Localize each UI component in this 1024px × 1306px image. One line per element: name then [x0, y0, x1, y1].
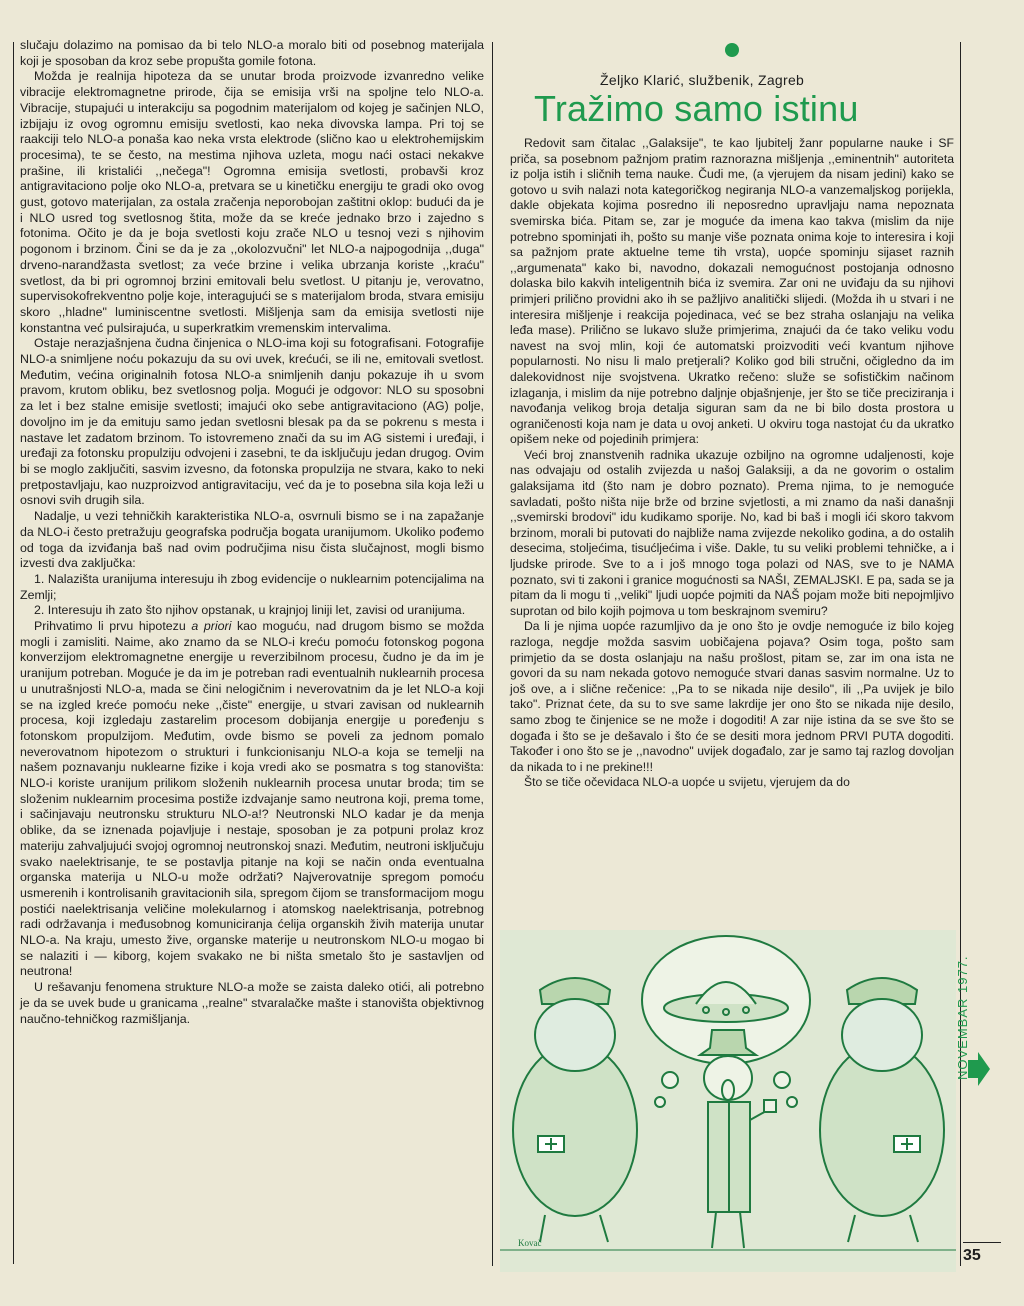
- left-paragraph-2: Možda je realnija hipoteza da se unutar broda proizvode izvanredno velike vibracije elektromagnetne prirode, čija se emisija vrši na spoljne telo NLO-a. Vibracije, stupajući u interakciju sa pogodnim materijalom od kojeg je sačinjen NLO, izbijaju iz ovog ogromnu emisiju svetlosti, kao neka divovska lampa. Pri toj se raakciji telo NLO-a ponaša kao neka vrsta elektrode (slično kao u elektrohemijskim procesima), te se često, na mestima njihova uzleta, mogu naći ostaci nekakve prašine, ili kristalići ,,nečega"! Ogromna emisija svetlosti, probavši kroz antigravitaciono polje oko NLO-a, pretvara se u kinetičku energiju te gradi oko ovog gust, gotovo materijalan, za ostala zračenja neporobojan zaštitni oklop: budući da je i NLO usred tog svetlosnog štita, može da se kreće jednako brzo i zajedno s fotonima. Očito je da je boja svetlosti koju zrače NLO u tesnoj vezi s njihovim pogonom i brzinom. Čini se da je za ,,okolozvučni" let NLO-a najpogodnija ,,duga" drveno-narandžasta svetlost; za veće brzine i velika ubrzanja koriste ,,kraću" svetlost, da bi pri ogromnoj brzini emitovali belu svetlost. U pitanju je, verovatno, supervisokofrekventno polje koje, interagujući se s materijalom broda, stvara emisiju skoro ,,hladne" luminiscentne svetlosti. Mišljenja sam da emisija svetlosti nije konstantna već pulsirajuća, u superkratkim vremenskim intervalima.: [20, 69, 484, 335]
- article-title: Tražimo samo istinu: [534, 88, 859, 129]
- left-paragraph-6: U rešavanju fenomena strukture NLO-a može se zaista daleko otići, ali potrebno je da se uvek bude u granicama ,,realne" stvaralačke mašte i stanovišta objektivnog naučno-tehničkog razmišljanja.: [20, 980, 484, 1026]
- left-paragraph-5: [20, 619, 484, 980]
- cartoon-drawing: [500, 930, 956, 1272]
- conclusion-item: 1. Nalazišta uranijuma interesuju ih zbog evidencije o nuklearnim potencijalima na Zemlji;: [20, 571, 484, 602]
- left-paragraph-1: slučaju dolazimo na pomisao da bi telo NLO-a moralo biti od posebnog materijala koji je sposoban da kroz sebe propušta gomile fotona.: [20, 38, 484, 68]
- center-column-rule: [492, 42, 493, 1266]
- issue-date-label: NOVEMBAR 1977.: [955, 955, 970, 1080]
- page-number-rule: [963, 1242, 1001, 1243]
- cartoon-illustration: [500, 930, 956, 1272]
- left-column-rule: [13, 42, 14, 1264]
- right-paragraph-4: Što se tiče očevidaca NLO-a uopće u svijetu, vjerujem da do: [524, 775, 850, 790]
- page-number: 35: [963, 1247, 981, 1264]
- conclusions-list: [20, 572, 484, 619]
- conclusion-item: 2. Interesuju ih zato što njihov opstanak, u krajnjoj liniji let, zavisi od uranijuma.: [34, 603, 466, 618]
- left-column: [20, 38, 484, 1268]
- article-author: Željko Klarić, službenik, Zagreb: [600, 72, 805, 88]
- left-paragraph-5-rest: kao moguću, nad drugom bismo se možda mogli i zamisliti. Naime, ako znamo da se NLO-i kreću pomoću fotonskog pogona konverzijom elektromagnetne energije u reverzibilnom procesu, čudno je da im je uranijum potreban. Moguće je da im je potreban radi eventualnih nuklearnih procesa u unutrašnjosti NLO-a, mada se čini nelogičnim i neverovatnim da je let NLO-a koji se na izgled kreće pomoću neke ,,čiste" energije, u stvari zavisan od nuklearnih procesa, koji izgledaju zastarelim procesom dobijanja energije u poređenju s fotonskom propulzijom. Međutim, ovde bismo se poveli za jednom pomalo neverovatnom hipotezom o strukturi i funkcionisanju NLO-a koja se temelji na našem poznavanju nuklearne fizike i koja vredi ako se posmatra s tog stanovišta: NLO-i koriste uranijum prilikom složenih nuklearnih procesa unutar broda; tim se složenim nuklearnim procesima postiže izdvajanje samo neutrona koji, prema tome, i sačinjavaju neutronsku strukturu NLO-a!? Neutronski NLO kadar je da menja oblike, da se iznenada pojavljuje i nestaje, sposoban je za potpuni prolaz kroz materiju zahvaljujući svojoj ogromnoj neutronskoj snazi. Međutim, neutroni isključuju svako naelektrisanje, te se postavlja pitanje na koji se način onda eventualna organska materija u NLO-u može održati? Najverovatnije spregom pomoću usmerenih i kontrolisanih gravitacionih sila, spregom čijom se transformacijom mogu postići naelektrisanja veličine molekularnog i atomskog naelektrisanja, potrebnog radi održavanja i međusobnog komuniciranja ćelija organskih živih materija unutar NLO-a. Na kraju, umesto žive, organske materije u neutronskom NLO-u mogao bi se nalaziti i — kiborg, kojem svakako ne bi ništa smetalo što je sastavljen od neutrona!: [20, 619, 485, 979]
- cup-icon: [764, 1100, 776, 1112]
- right-column: [510, 136, 954, 791]
- left-paragraph-3: Ostaje nerazjašnjena čudna činjenica o NLO-ima koji su fotografisani. Fotografije NLO-a snimljene noću pokazuju da su ovi uvek, krećući, se ili ne, emitovali svetlost. Međutim, većina originalnih fotosa NLO-a snimljenih danju pokazuje ih u svom pravom, krutom obliku, bez svetlosnog polja. Mogući je odgovor: NLO su sposobni za let i bez stalne emisije svetlosti; imajući oko sebe antigravitaciono (AG) polje, dovoljno im je da emituju samo jedan svetlosni blesak pa da se pokrenu s mesta i nastave let zadatom brzinom. To istovremeno znači da su im AG sistemi i uređaji, i uređaji za fotonsku propulziju odvojeni i zasebni, te da isključuju jedan drugog. Ovim bi se moglo zaključiti, sasvim izvesno, da fotonska propulzija ne stvara, kako to neki pretpostavljaju, kao nuzproizvod antigravitaciju, već da je to posebna sila koja leži u osnovi svih drugih sila.: [20, 336, 484, 508]
- left-paragraph-5-start: Prihvatimo li prvu hipotezu: [34, 619, 186, 634]
- right-paragraph-1: Redovit sam čitalac ,,Galaksije", te kao ljubitelj žanr popularne nauke i SF priča, sa posebnom pažnjom pratim raznorazna mišljenja ,,eminentnih" autoriteta iz polja istih i sličnih tema nauke. Čudi me, (a vjerujem da nisam jedini) kako se gotovo u svih nalazi nota kategoričkog negiranja NLO-a vanzemaljskog porijekla, dakle objekata kojima posredno ili neposredno upravljaju nama nepoznata svemirska bića. Pitam se, zar je moguće da imena kao takva (mislim da nije potrebno spominjati ih, pošto su manje više poznata onima koje to interesira i koji sa pažnjom prate aktuelne teme tih vrsta), uopće spominju sijaset raznih ,,argumenata" kako bi, navodno, dokazali nemogućnost postojanja odnosno dolaska bilo kakvih inteligentnih bića iz svemira. Zar oni ne uviđaju da su njihovi primjeri prilično providni ako ih se pažljivo analitički slijedi. (Možda ih u stvari i ne interesira mišljenje i reakcija pojedinaca, već se bez straha oslanjaju na velika leđa mase). Prilično se lukavo služe primjerima, znajući da će tako veliku vodu navest na svoj mlin, koji će automatski proizvoditi veći kvantum njihove popularnosti. No nisu li malo pretjerali? Koliko god bili stručni, očigledno da im dalekovidnost nije svojstvena. Ukratko rečeno: služe se sofističkim načinom izlaganja, i mislim da nije potrebno daljnje objašnjenje, jer što se tiče preciziranja i navođanja velikog broja detalja siguran sam da ne bi bilo dosta prostora u ograničenosti koja nam je data u ovoj anketi. U okviru toga nastojat ću da ukratko opišem neke od pojedinih primjera:: [510, 136, 954, 447]
- right-paragraph-2: Veći broj znanstvenih radnika ukazuje ozbiljno na ogromne udaljenosti, koje nas odvajaju od ostalih zvijezda u našoj Galaksiji, a da ne govorim o ostalim galaksijama itd (što nam je dobro poznato). Prema njima, to je nemoguće savladati, pošto ništa nije brže od brzine svjetlosti, a mi znamo da naši današnji ,,svemirski brodovi" idu kudikamo sporije. No, kad bi baš i mogli ići skoro takvom brzinom, morali bi putovati do najbliže nama zvijezde nekoliko godina, a do ostalih desecima, stoljećima, tisućljećima i više. Dakle, tu su veliki problemi tehničke, a i ljudske prirode. Sve to a i još mnogo toga polazi od NAS, sve to je NAMA poznato, svi ti zakoni i granice mogućnosti sa NAŠI, ZEMALJSKI. E pa, sada se ja pitam da li mogu ti ,,veliki" ljudi uopće pojmiti da NAŠ pojam može biti nepojmljivo suprotan od bilo kojih pojmova u tom beskrajnom svemiru?: [510, 447, 954, 618]
- right-paragraph-3: Da li je njima uopće razumljivo da je ono što je ovdje nemoguće iz bilo kojeg razloga, negdje možda sasvim uobičajena pojava? Osim toga, pošto sam primjetio da se dosta oslanjaju na našu prošlost, pitam se, zar im ona ista ne govori da su nam nekada gotovo nemoguće stvari danas sasvim normalne. Uz to još ove, a i slične rečenice: ,,Pa to se nikada nije desilo", ili ,,Pa uvijek je bilo tako". Priznat ćete, da su to sve same lakrdije jer ono što se nikada nije desilo, samo zbog te činjenice se ne može i dogoditi! A zar nije istina da se sve što se događa i što se je dešavalo i što će se desiti mora jednom PRVI PUTA dogoditi. Također i ono što se je ,,navodno" uvijek događalo, zar je samo taj razlog dovoljan da nikada to i ne prekine!!!: [510, 619, 954, 774]
- right-margin-rule: [960, 42, 961, 1266]
- left-paragraph-4: Nadalje, u vezi tehničkih karakteristika NLO-a, osvrnuli bismo se i na zapažanje da NLO-i često pretražuju geografska područja bogata uranijumom. Ukoliko pođemo od toga da izviđanja baš nad ovim područjima nisu čista slučajnost, mogli bismo izvesti dva zaključka:: [20, 509, 484, 571]
- bullet-dot-icon: [725, 43, 739, 57]
- italic-a-priori: a priori: [191, 619, 232, 634]
- cartoon-signature: Kovač: [518, 1238, 542, 1248]
